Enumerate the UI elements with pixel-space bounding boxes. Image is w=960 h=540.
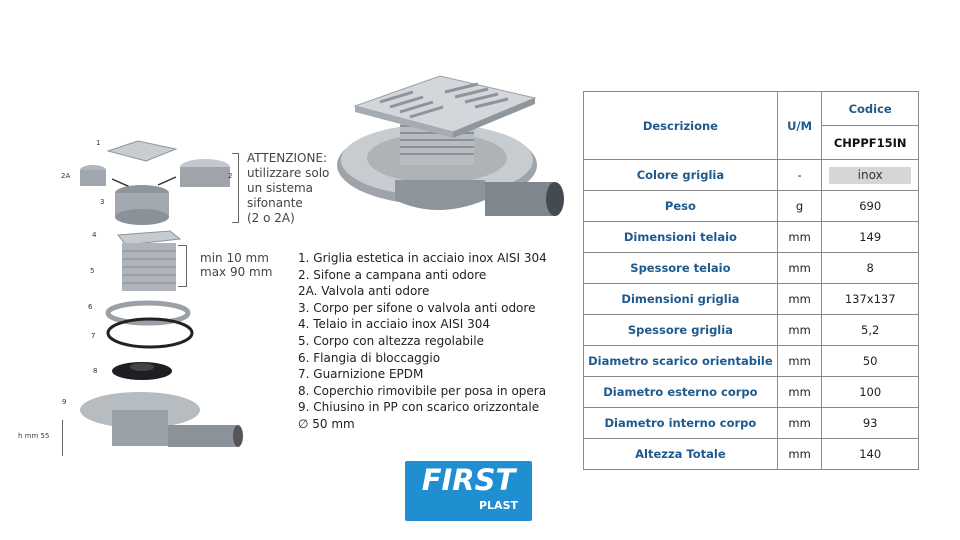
warning-line: un sistema (247, 181, 313, 195)
list-item: 5. Corpo con altezza regolabile (298, 333, 484, 348)
row-um: mm (777, 222, 822, 253)
row-desc: Diametro interno corpo (584, 408, 778, 439)
callout-bracket (232, 153, 239, 223)
base-height-label: h mm 55 (18, 432, 50, 440)
row-value: 5,2 (822, 315, 919, 346)
row-value (822, 160, 919, 191)
row-value: 8 (822, 253, 919, 284)
row-um: g (777, 191, 822, 222)
list-item: 2A. Valvola anti odore (298, 284, 430, 299)
row-desc: Altezza Totale (584, 439, 778, 470)
list-item: ∅ 50 mm (298, 416, 355, 431)
row-desc: Spessore griglia (584, 315, 778, 346)
row-value: 50 (822, 346, 919, 377)
table-row (584, 284, 919, 315)
height-range-label (200, 251, 272, 279)
row-desc: Dimensioni telaio (584, 222, 778, 253)
row-um: - (777, 160, 822, 191)
table-row (584, 160, 919, 191)
header-code: CHPPF15IN (822, 126, 919, 160)
part-number-2: 2 (228, 172, 233, 180)
row-desc: Peso (584, 191, 778, 222)
row-um: mm (777, 439, 822, 470)
row-desc: Dimensioni griglia (584, 284, 778, 315)
list-item: 1. Griglia estetica in acciaio inox AISI 304 (298, 251, 547, 265)
component-list (298, 250, 547, 433)
table-row (584, 191, 919, 222)
row-value: 100 (822, 377, 919, 408)
part-number-3: 3 (100, 198, 105, 206)
row-desc: Spessore telaio (584, 253, 778, 284)
height-bracket (178, 245, 187, 287)
row-um: mm (777, 253, 822, 284)
siphon-warning-note (247, 151, 329, 226)
first-plast-logo (405, 461, 532, 521)
exploded-view-image (60, 135, 260, 465)
part-number-4: 4 (92, 231, 97, 239)
row-desc: Diametro scarico orientabile (584, 346, 778, 377)
list-item: 8. Coperchio rimovibile per posa in opera (298, 383, 547, 398)
spec-table (583, 91, 919, 470)
row-um: mm (777, 315, 822, 346)
row-value: 149 (822, 222, 919, 253)
list-item: 4. Telaio in acciaio inox AISI 304 (298, 317, 491, 332)
list-item: 2. Sifone a campana anti odore (298, 267, 487, 282)
header-description: Descrizione (584, 92, 778, 160)
logo-plast-text: PLAST (478, 499, 518, 512)
warning-line: ATTENZIONE: (247, 151, 328, 165)
row-value: 140 (822, 439, 919, 470)
row-um: mm (777, 284, 822, 315)
part-number-8: 8 (93, 367, 98, 375)
table-row (584, 346, 919, 377)
row-desc: Colore griglia (584, 160, 778, 191)
row-desc: Diametro esterno corpo (584, 377, 778, 408)
min-height: min 10 mm (200, 251, 269, 265)
header-code-label: Codice (822, 92, 919, 126)
table-row (584, 408, 919, 439)
warning-line: (2 o 2A) (247, 211, 295, 225)
row-um: mm (777, 408, 822, 439)
table-row (584, 377, 919, 408)
list-item: 6. Flangia di bloccaggio (298, 350, 441, 365)
row-um: mm (777, 346, 822, 377)
assembled-drain-image (335, 70, 575, 240)
color-swatch-inox: inox (829, 167, 911, 184)
part-number-9: 9 (62, 398, 67, 406)
table-row (584, 253, 919, 284)
part-number-2a: 2A (61, 172, 71, 180)
part-number-1: 1 (96, 139, 101, 147)
warning-line: utilizzare solo (247, 166, 330, 180)
part-number-7: 7 (91, 332, 96, 340)
max-height: max 90 mm (200, 265, 273, 279)
list-item: 3. Corpo per sifone o valvola anti odore (298, 300, 536, 315)
warning-line: sifonante (247, 196, 303, 210)
base-height-bracket (62, 420, 63, 456)
row-value: 137x137 (822, 284, 919, 315)
header-um: U/M (777, 92, 822, 160)
table-row (584, 222, 919, 253)
row-um: mm (777, 377, 822, 408)
logo-first-text: FIRST (421, 463, 516, 497)
row-value: 690 (822, 191, 919, 222)
table-row (584, 315, 919, 346)
row-value: 93 (822, 408, 919, 439)
table-row (584, 439, 919, 470)
part-number-6: 6 (88, 303, 93, 311)
list-item: 9. Chiusino in PP con scarico orizzontale (298, 400, 540, 415)
list-item: 7. Guarnizione EPDM (298, 367, 424, 382)
part-number-5: 5 (90, 267, 95, 275)
